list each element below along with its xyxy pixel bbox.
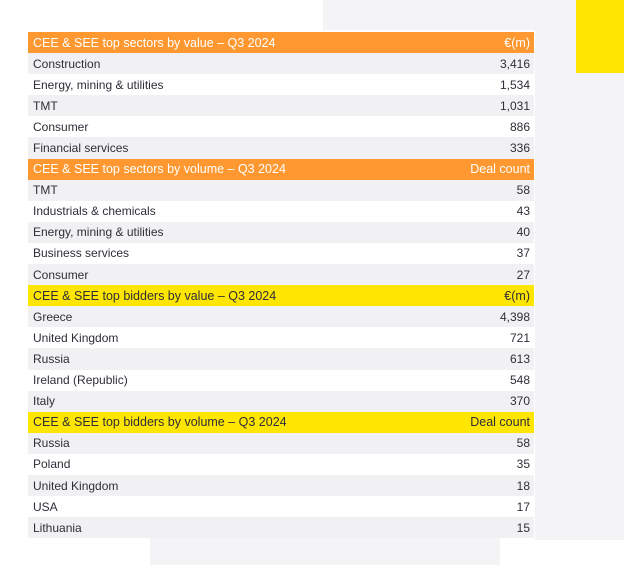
table-row [28, 201, 534, 222]
row-label: United Kingdom [33, 478, 119, 493]
table-row [28, 433, 534, 454]
row-value: 18 [516, 478, 530, 493]
section-header-bidders-volume [28, 412, 534, 433]
table-row [28, 222, 534, 243]
section-title: CEE & SEE top bidders by volume – Q3 2024 [33, 415, 287, 430]
table-row [28, 137, 534, 158]
row-label: Consumer [33, 119, 89, 134]
row-label: Italy [33, 394, 56, 409]
table-row [28, 391, 534, 412]
row-value: 27 [516, 267, 530, 282]
table-row [28, 306, 534, 327]
row-label: United Kingdom [33, 330, 119, 345]
row-label: Business services [33, 246, 130, 261]
row-label: Financial services [33, 141, 129, 156]
section-unit: €(m) [504, 35, 530, 50]
accent-bar [576, 0, 624, 73]
row-label: Industrials & chemicals [33, 204, 156, 219]
section-unit: Deal count [470, 415, 530, 430]
row-label: Energy, mining & utilities [33, 77, 164, 92]
row-value: 58 [516, 436, 530, 451]
row-value: 3,416 [499, 56, 530, 71]
section-header-sectors-volume [28, 159, 534, 180]
row-value: 4,398 [499, 309, 530, 324]
row-label: Ireland (Republic) [33, 373, 128, 388]
table-row [28, 475, 534, 496]
section-unit: €(m) [504, 288, 530, 303]
table-row [28, 180, 534, 201]
table-row [28, 53, 534, 74]
row-value: 40 [516, 225, 530, 240]
row-value: 35 [516, 457, 530, 472]
row-label: Lithuania [33, 520, 82, 535]
section-unit: Deal count [470, 162, 530, 177]
table-row [28, 116, 534, 137]
row-value: 1,534 [499, 77, 530, 92]
row-value: 548 [509, 373, 530, 388]
table-row [28, 95, 534, 116]
row-value: 43 [516, 204, 530, 219]
background-panel-right [535, 30, 624, 540]
row-value: 370 [509, 394, 530, 409]
background-panel-bottom [150, 537, 500, 565]
section-header-bidders-value [28, 285, 534, 306]
row-label: Greece [33, 309, 73, 324]
row-label: Consumer [33, 267, 89, 282]
table-row [28, 454, 534, 475]
section-header-sectors-value [28, 32, 534, 53]
table-row [28, 264, 534, 285]
row-value: 613 [509, 351, 530, 366]
row-label: Energy, mining & utilities [33, 225, 164, 240]
row-value: 336 [509, 141, 530, 156]
table-row [28, 496, 534, 517]
row-value: 1,031 [499, 98, 530, 113]
table-row [28, 348, 534, 369]
row-value: 886 [509, 119, 530, 134]
row-value: 17 [516, 499, 530, 514]
row-value: 58 [516, 183, 530, 198]
row-value: 721 [509, 330, 530, 345]
section-title: CEE & SEE top bidders by value – Q3 2024 [33, 288, 277, 303]
row-value: 15 [516, 520, 530, 535]
row-label: TMT [33, 183, 58, 198]
row-label: Poland [33, 457, 71, 472]
table-row [28, 243, 534, 264]
table-row [28, 370, 534, 391]
row-label: TMT [33, 98, 58, 113]
row-label: Russia [33, 351, 70, 366]
table-row [28, 74, 534, 95]
row-label: USA [33, 499, 58, 514]
row-value: 37 [516, 246, 530, 261]
row-label: Russia [33, 436, 70, 451]
row-label: Construction [33, 56, 101, 71]
table-row [28, 327, 534, 348]
section-title: CEE & SEE top sectors by volume – Q3 2024 [33, 162, 286, 177]
table-row [28, 517, 534, 538]
section-title: CEE & SEE top sectors by value – Q3 2024 [33, 35, 276, 50]
deals-table [28, 32, 534, 538]
